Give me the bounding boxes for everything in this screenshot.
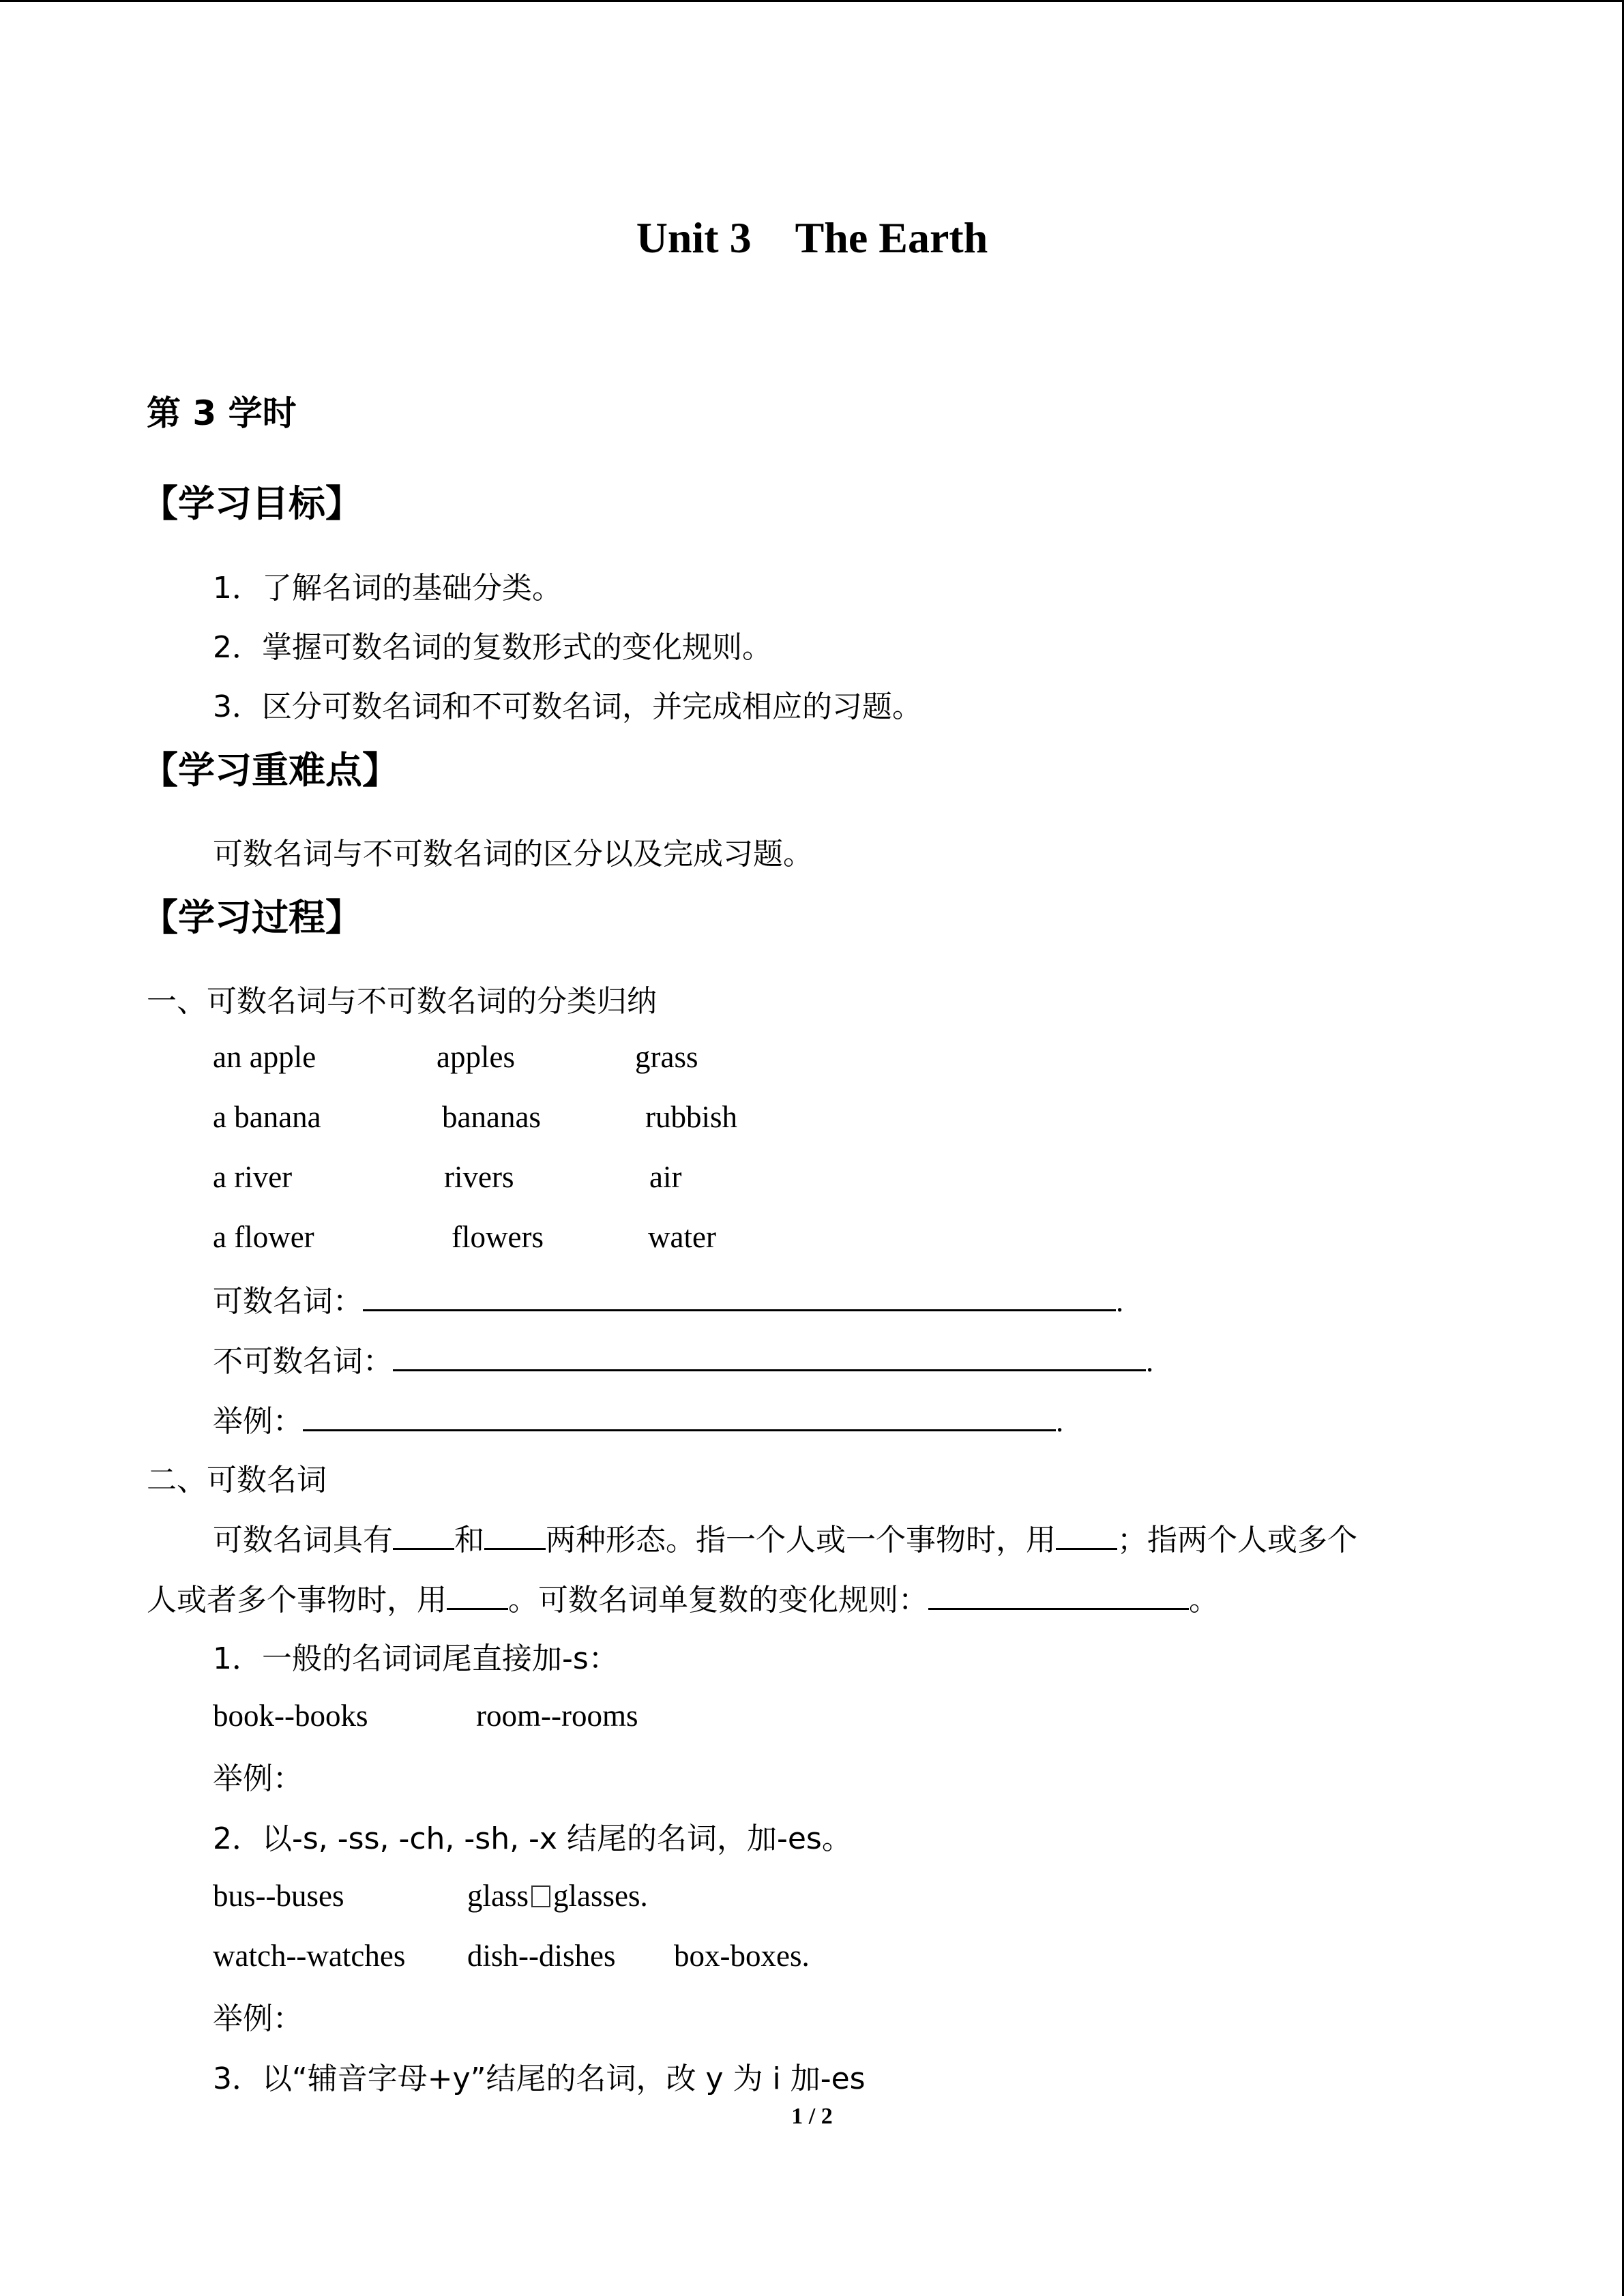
key-points-heading: 【学习重难点】 (141, 749, 399, 792)
period: . (1146, 1344, 1154, 1378)
rule3-text: 3．以“辅音字母+y”结尾的名词，改 y 为 i 加-es (213, 2061, 866, 2096)
uncountable-label: 不可数名词： (213, 1344, 393, 1379)
objective-item-3: 3．区分可数名词和不可数名词，并完成相应的习题。 (213, 689, 922, 724)
title-unit: Unit 3 (636, 213, 752, 262)
word-cell: a river (213, 1160, 293, 1194)
objectives-heading: 【学习目标】 (141, 482, 362, 525)
word-cell: a flower (213, 1220, 314, 1254)
rule1-example: book--books (213, 1699, 368, 1733)
objective-item-2: 2．掌握可数名词的复数形式的变化规则。 (213, 630, 772, 665)
rule2-example: dish--dishes (467, 1939, 616, 1973)
part2-paragraph-line2 (147, 1575, 1219, 1619)
countable-label: 可数名词： (213, 1284, 363, 1319)
missing-glyph-box (531, 1885, 550, 1907)
uncountable-line (213, 1337, 1153, 1380)
para-text: 人或者多个事物时，用 (147, 1583, 447, 1617)
para-text: 可数名词具有 (213, 1523, 393, 1557)
part2-paragraph-line1 (213, 1515, 1357, 1559)
word-cell: water (648, 1220, 716, 1254)
lesson-label: 第 3 学时 (147, 393, 297, 433)
fill-blank[interactable] (393, 1521, 454, 1550)
word-cell: air (649, 1160, 682, 1194)
rule1-example: room--rooms (476, 1699, 638, 1733)
example-line (213, 1397, 1063, 1440)
rule2-text: 2．以-s, -ss, -ch, -sh, -x 结尾的名词，加-es。 (213, 1821, 852, 1856)
rule2-example-label: 举例： (213, 2001, 303, 2036)
top-border (0, 0, 1624, 2)
word-cell: an apple (213, 1040, 316, 1074)
document-title (0, 213, 1624, 263)
word-cell: bananas (442, 1100, 541, 1134)
uncountable-blank[interactable] (393, 1342, 1146, 1371)
word-cell: flowers (452, 1220, 544, 1254)
word-cell: a banana (213, 1100, 321, 1134)
para-text: 。可数名词单复数的变化规则： (508, 1583, 928, 1617)
rule2-example: bus--buses (213, 1879, 344, 1913)
para-text: ；指两个人或多个 (1117, 1523, 1357, 1557)
word-cell: rubbish (645, 1100, 737, 1134)
rule1-example-label: 举例： (213, 1761, 303, 1796)
rule2-example: box-boxes. (674, 1939, 810, 1973)
part2-heading: 二、可数名词 (147, 1463, 327, 1497)
title-topic: The Earth (795, 213, 988, 262)
para-text: 。 (1189, 1583, 1219, 1617)
countable-line (213, 1277, 1123, 1320)
part1-heading: 一、可数名词与不可数名词的分类归纳 (147, 984, 657, 1019)
rule2-example-glass (467, 1878, 648, 1913)
word-cell: grass (635, 1040, 698, 1074)
fill-blank[interactable] (484, 1521, 546, 1550)
process-heading: 【学习过程】 (141, 896, 362, 939)
period: . (1116, 1284, 1124, 1318)
fill-blank[interactable] (1056, 1521, 1117, 1550)
countable-blank[interactable] (363, 1282, 1116, 1311)
objective-item-1: 1．了解名词的基础分类。 (213, 571, 562, 606)
key-points-text: 可数名词与不可数名词的区分以及完成习题。 (213, 837, 813, 871)
rule1-text: 1．一般的名词词尾直接加-s： (213, 1641, 619, 1676)
para-text: 和 (454, 1523, 484, 1557)
example-label: 举例： (213, 1404, 303, 1439)
rule2-example: watch--watches (213, 1939, 406, 1973)
page-number: 1 / 2 (791, 2104, 833, 2129)
para-text: 两种形态。指一个人或一个事物时，用 (546, 1523, 1056, 1557)
example-blank[interactable] (303, 1402, 1056, 1431)
word-cell: apples (437, 1040, 515, 1074)
rule2-example-part: glass (467, 1879, 529, 1913)
word-cell: rivers (444, 1160, 514, 1194)
fill-blank[interactable] (447, 1581, 508, 1610)
period: . (1056, 1404, 1064, 1438)
rule2-example-part: glasses. (553, 1879, 648, 1913)
fill-blank[interactable] (928, 1581, 1189, 1610)
